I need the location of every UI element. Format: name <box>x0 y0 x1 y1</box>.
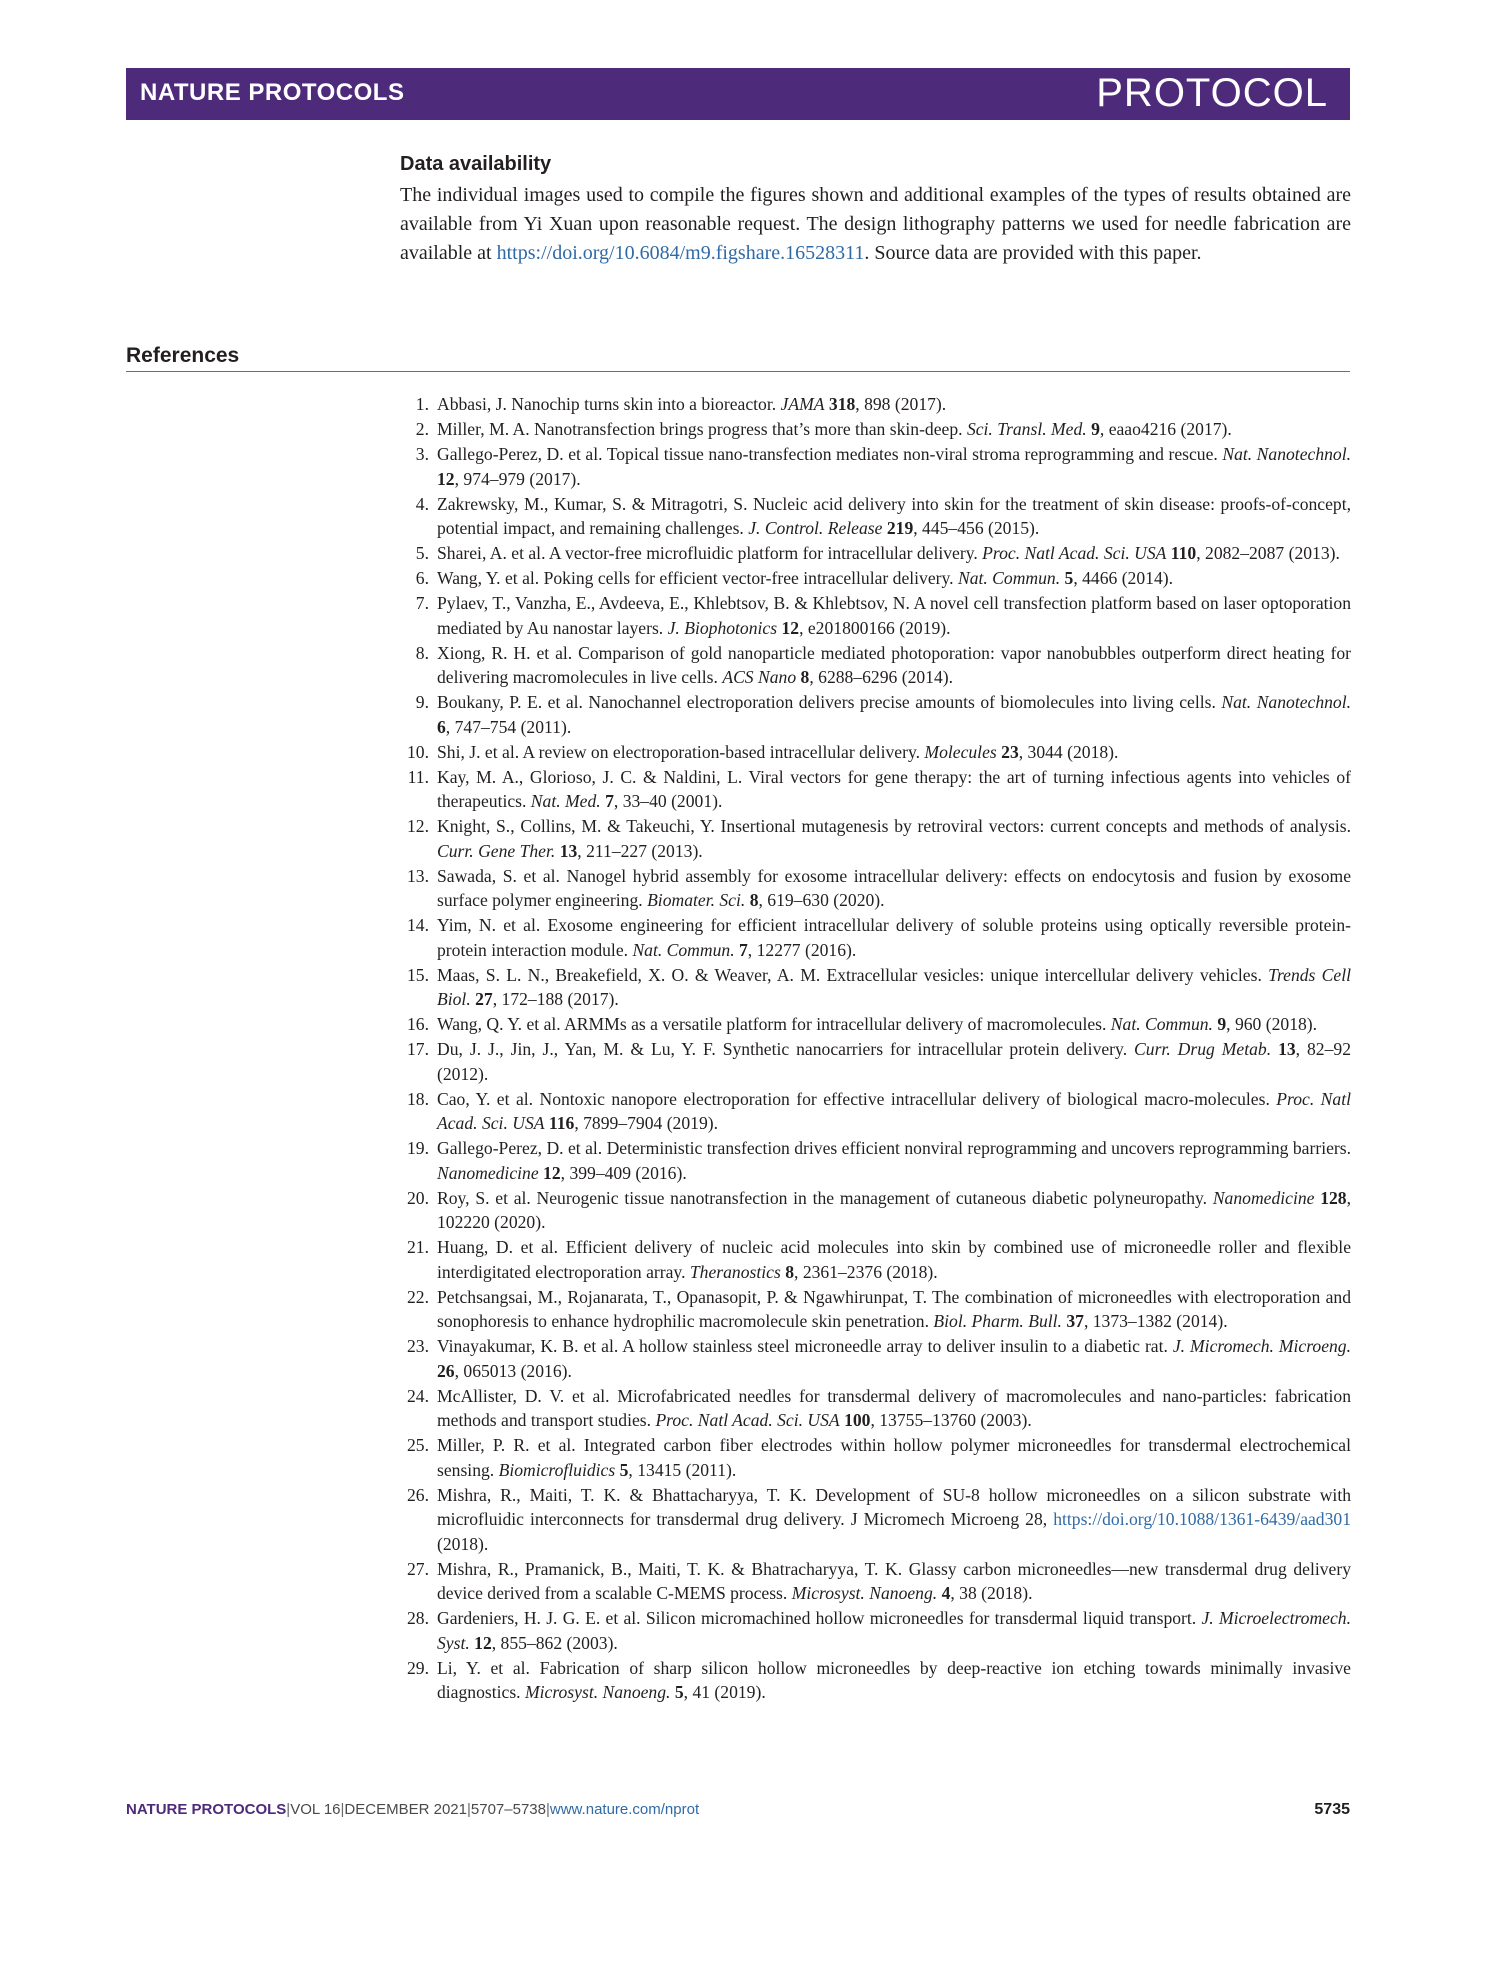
reference-item <box>404 913 1351 962</box>
reference-item <box>404 740 1351 765</box>
reference-item <box>404 1037 1351 1086</box>
reference-number: 15. <box>407 964 429 985</box>
reference-item <box>404 641 1351 690</box>
journal-name: NATURE PROTOCOLS <box>140 79 405 106</box>
reference-text: Shi, J. et al. A review on electroporation-based intracellular delivery. Molecules 23, 3044 (2018). <box>437 741 1119 762</box>
reference-text: Kay, M. A., Glorioso, J. C. & Naldini, L. Viral vectors for gene therapy: the art of turning infectious agents into vehicles of therapeutics. Nat. Med. 7, 33–40 (2001). <box>437 766 1351 811</box>
reference-number: 29. <box>407 1657 429 1678</box>
reference-number: 4. <box>415 493 429 514</box>
footer-separator: | <box>466 1801 471 1818</box>
reference-number: 17. <box>407 1039 429 1059</box>
reference-text: Miller, M. A. Nanotransfection brings progress that’s more than skin-deep. Sci. Transl. Med. 9, eaao4216 (2017). <box>437 419 1232 439</box>
reference-number: 24. <box>407 1385 429 1406</box>
reference-text: Abbasi, J. Nanochip turns skin into a bioreactor. JAMA 318, 898 (2017). <box>437 394 947 414</box>
reference-text: Wang, Y. et al. Poking cells for efficient vector-free intracellular delivery. Nat. Commun. 5, 4466 (2014). <box>437 568 1173 588</box>
data-availability-text-before: The individual images used to compile the figures shown and additional examples of the types of results obtained are available from Yi Xuan upon reasonable request. The design lithography patterns we used for needle fabrication are available at <box>400 184 1351 264</box>
page-number: 5735 <box>1314 1801 1350 1818</box>
reference-item <box>404 1656 1351 1705</box>
footer-pages: 5707–5738 <box>470 1801 546 1818</box>
footer-separator: | <box>545 1801 550 1818</box>
reference-number: 6. <box>415 568 429 588</box>
references-heading: References <box>126 344 1350 372</box>
reference-item <box>404 1433 1351 1482</box>
data-availability-section <box>400 153 1351 268</box>
reference-number: 9. <box>415 692 429 712</box>
reference-text: Vinayakumar, K. B. et al. A hollow stainless steel microneedle array to deliver insulin to a diabetic rat. J. Micromech. Microeng. 26, 065013 (2016). <box>437 1336 1351 1381</box>
reference-item <box>404 1384 1351 1433</box>
footer-separator: | <box>286 1801 291 1818</box>
reference-number: 10. <box>407 741 429 762</box>
reference-text: Huang, D. et al. Efficient delivery of nucleic acid molecules into skin by combined use of microneedle roller and flexible interdigitated electroporation array. Theranostics 8, 2361–2376 (2018). <box>437 1237 1351 1282</box>
reference-number: 23. <box>407 1336 429 1356</box>
footer-separator: | <box>340 1801 345 1818</box>
reference-text: Xiong, R. H. et al. Comparison of gold nanoparticle mediated photoporation: vapor nanobubbles outperform direct heating for delivering macromolecules in live cells. ACS Nano 8, 6288–6296 (2014). <box>437 642 1351 687</box>
reference-item <box>404 1186 1351 1235</box>
reference-item <box>404 1285 1351 1334</box>
reference-text: McAllister, D. V. et al. Microfabricated needles for transdermal delivery of macromolecules and nano-particles: fabrication methods and transport studies. Proc. Natl Acad. Sci. USA 100, 13755–13760 (2003). <box>437 1385 1351 1430</box>
reference-text: Miller, P. R. et al. Integrated carbon fiber electrodes within hollow polymer microneedles for transdermal electrochemical sensing. Biomicrofluidics 5, 13415 (2011). <box>437 1435 1351 1480</box>
reference-item <box>404 963 1351 1012</box>
reference-number: 8. <box>415 642 429 663</box>
reference-item <box>404 1136 1351 1185</box>
data-availability-heading: Data availability <box>400 153 552 175</box>
reference-item <box>404 814 1351 863</box>
reference-item <box>404 392 1351 417</box>
reference-text: Li, Y. et al. Fabrication of sharp silicon hollow microneedles by deep-reactive ion etching towards minimally invasive diagnostics. Microsyst. Nanoeng. 5, 41 (2019). <box>437 1657 1351 1702</box>
reference-item <box>404 864 1351 913</box>
reference-number: 5. <box>415 543 429 563</box>
reference-text: Wang, Q. Y. et al. ARMMs as a versatile platform for intracellular delivery of macromolecules. Nat. Commun. 9, 960 (2018). <box>437 1014 1318 1034</box>
reference-text: Pylaev, T., Vanzha, E., Avdeeva, E., Khlebtsov, B. & Khlebtsov, N. A novel cell transfection platform based on laser optoporation mediated by Au nanostar layers. J. Biophotonics 12, e201800166 (2019). <box>437 593 1351 638</box>
reference-item <box>404 566 1351 591</box>
reference-number: 16. <box>407 1014 429 1034</box>
page-footer <box>126 1801 1350 1818</box>
reference-text: Maas, S. L. N., Breakefield, X. O. & Weaver, A. M. Extracellular vesicles: unique intercellular delivery vehicles. Trends Cell Biol. 27, 172–188 (2017). <box>437 964 1351 1009</box>
reference-number: 14. <box>407 915 429 935</box>
reference-item <box>404 1483 1351 1557</box>
reference-text: Yim, N. et al. Exosome engineering for efficient intracellular delivery of soluble proteins using optically reversible protein-protein interaction module. Nat. Commun. 7, 12277 (2016). <box>437 915 1351 960</box>
reference-number: 7. <box>415 593 429 613</box>
reference-item <box>404 1606 1351 1655</box>
reference-item <box>404 417 1351 442</box>
reference-number: 13. <box>407 865 429 886</box>
reference-text: Du, J. J., Jin, J., Yan, M. & Lu, Y. F. Synthetic nanocarriers for intracellular protein delivery. Curr. Drug Metab. 13, 82–92 (2012). <box>437 1039 1351 1084</box>
reference-number: 3. <box>415 444 429 464</box>
reference-item <box>404 442 1351 491</box>
reference-text: Boukany, P. E. et al. Nanochannel electroporation delivers precise amounts of biomolecules into living cells. Nat. Nanotechnol. 6, 747–754 (2011). <box>437 692 1351 737</box>
journal-header-bar <box>126 68 1350 120</box>
reference-number: 21. <box>407 1237 429 1257</box>
reference-number: 27. <box>407 1558 429 1579</box>
reference-number: 28. <box>407 1608 429 1628</box>
reference-text: Mishra, R., Pramanick, B., Maiti, T. K. & Bhatracharyya, T. K. Glassy carbon microneedles—new transdermal drug delivery device derived from a scalable C-MEMS process. Microsyst. Nanoeng. 4, 38 (2018). <box>437 1558 1351 1603</box>
data-availability-text-after: . Source data are provided with this paper. <box>864 242 1202 264</box>
reference-number: 11. <box>407 766 429 787</box>
reference-text: Petchsangsai, M., Rojanarata, T., Opanasopit, P. & Ngawhirunpat, T. The combination of microneedles with electroporation and sonophoresis to enhance hydrophilic macromolecule skin penetration. Biol. Pharm. Bull. 37, 1373–1382 (2014). <box>437 1286 1351 1331</box>
reference-text: Zakrewsky, M., Kumar, S. & Mitragotri, S. Nucleic acid delivery into skin for the treatment of skin disease: proofs-of-concept, potential impact, and remaining challenges. J. Control. Release 219, 445–456 (2015). <box>437 493 1351 538</box>
footer-date: DECEMBER 2021 <box>344 1801 467 1818</box>
reference-item <box>404 1334 1351 1383</box>
reference-item <box>404 690 1351 739</box>
reference-list <box>404 392 1351 1705</box>
reference-number: 2. <box>415 419 429 439</box>
reference-text: Gallego-Perez, D. et al. Deterministic transfection drives efficient nonviral reprogramming and uncovers reprogramming barriers. Nanomedicine 12, 399–409 (2016). <box>437 1138 1351 1183</box>
footer-url-link[interactable]: www.nature.com/nprot <box>549 1801 700 1818</box>
figshare-link[interactable]: https://doi.org/10.6084/m9.figshare.16528311 <box>496 242 865 264</box>
footer-volume: VOL 16 <box>290 1801 341 1818</box>
reference-text: Gallego-Perez, D. et al. Topical tissue nano-transfection mediates non-viral stroma reprogramming and rescue. Nat. Nanotechnol. 12, 974–979 (2017). <box>437 444 1351 489</box>
reference-text: Roy, S. et al. Neurogenic tissue nanotransfection in the management of cutaneous diabetic polyneuropathy. Nanomedicine 128, 102220 (2020). <box>437 1187 1351 1232</box>
reference-number: 20. <box>407 1187 429 1208</box>
reference-number: 22. <box>407 1286 429 1307</box>
reference-number: 12. <box>407 816 429 836</box>
reference-number: 18. <box>407 1088 429 1109</box>
reference-item <box>404 541 1351 566</box>
reference-item <box>404 492 1351 541</box>
reference-number: 25. <box>407 1435 429 1455</box>
reference-number: 1. <box>415 394 429 414</box>
reference-item <box>404 1235 1351 1284</box>
reference-item <box>404 1557 1351 1606</box>
reference-text: Sawada, S. et al. Nanogel hybrid assembly for exosome intracellular delivery: effects on endocytosis and fusion by exosome surface polymer engineering. Biomater. Sci. 8, 619–630 (2020). <box>437 865 1351 910</box>
reference-text: Gardeniers, H. J. G. E. et al. Silicon micromachined hollow microneedles for transdermal liquid transport. J. Microelectromech. Syst. 12, 855–862 (2003). <box>437 1608 1351 1653</box>
reference-item <box>404 1012 1351 1037</box>
reference-item <box>404 765 1351 814</box>
reference-number: 26. <box>407 1484 429 1505</box>
reference-text: Knight, S., Collins, M. & Takeuchi, Y. Insertional mutagenesis by retroviral vectors: current concepts and methods of analysis. Curr. Gene Ther. 13, 211–227 (2013). <box>437 816 1351 861</box>
reference-text: Cao, Y. et al. Nontoxic nanopore electroporation for effective intracellular delivery of biological macro-molecules. Proc. Natl Acad. Sci. USA 116, 7899–7904 (2019). <box>437 1088 1351 1133</box>
reference-number: 19. <box>407 1138 429 1158</box>
article-type: PROTOCOL <box>1096 71 1328 115</box>
reference-item <box>404 1087 1351 1136</box>
reference-text: Mishra, R., Maiti, T. K. & Bhattacharyya, T. K. Development of SU-8 hollow microneedles on a silicon substrate with microfluidic interconnects for transdermal drug delivery. J Micromech Microeng 28, https://doi.org/10.1088/1361-6439/aad301 (2018). <box>437 1484 1351 1554</box>
reference-item <box>404 591 1351 640</box>
footer-journal: NATURE PROTOCOLS <box>126 1801 287 1818</box>
data-availability-text <box>400 181 1351 268</box>
reference-text: Sharei, A. et al. A vector-free microfluidic platform for intracellular delivery. Proc. Natl Acad. Sci. USA 110, 2082–2087 (2013). <box>437 543 1340 563</box>
